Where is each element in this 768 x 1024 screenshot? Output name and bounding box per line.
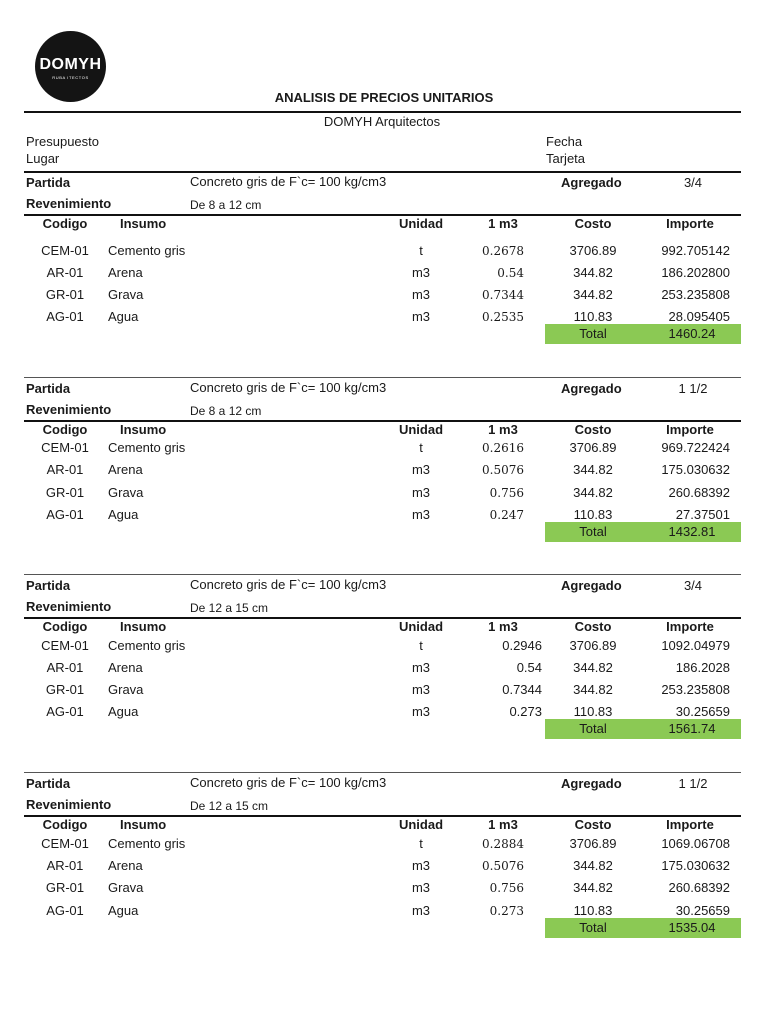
col-codigo: Codigo <box>42 817 88 832</box>
col-codigo: Codigo <box>42 216 88 231</box>
row-costo: 344.82 <box>573 660 613 675</box>
agregado-value: 1 1/2 <box>678 381 708 396</box>
revenimiento-value: De 12 a 15 cm <box>190 799 269 813</box>
row-qty: 0.5076 <box>482 859 524 874</box>
row-insumo: Arena <box>108 858 143 874</box>
row-unidad: m3 <box>411 506 431 522</box>
row-unidad: m3 <box>411 880 431 896</box>
row-qty: 0.756 <box>489 485 524 500</box>
row-costo: 344.82 <box>573 682 613 697</box>
total-box <box>545 522 741 542</box>
row-qty: 0.5076 <box>482 463 524 478</box>
row-unidad: m3 <box>411 902 431 918</box>
revenimiento-value: De 12 a 15 cm <box>190 601 269 615</box>
row-codigo: CEM-01 <box>41 836 89 851</box>
partida-description: Concreto gris de F`c= 100 kg/cm3 <box>190 380 387 395</box>
row-unidad: m3 <box>411 287 431 302</box>
row-unidad: m3 <box>411 682 431 697</box>
row-insumo: Cemento gris <box>108 243 186 258</box>
row-costo: 344.82 <box>573 858 613 874</box>
row-qty: 0.54 <box>516 660 542 675</box>
row-importe: 175.030632 <box>661 858 730 874</box>
title-divider <box>24 111 741 113</box>
row-insumo: Grava <box>108 682 144 697</box>
row-qty: 0.2616 <box>482 441 524 455</box>
agregado-value: 1 1/2 <box>678 776 708 791</box>
row-importe: 28.095405 <box>668 309 730 324</box>
price-analysis-card <box>0 574 768 774</box>
row-unidad: m3 <box>411 462 431 478</box>
section-top-rule <box>24 171 741 173</box>
row-importe: 1092.04979 <box>661 638 730 653</box>
row-codigo: AG-01 <box>46 506 84 522</box>
document-title: ANALISIS DE PRECIOS UNITARIOS <box>274 90 494 105</box>
row-costo: 344.82 <box>573 462 613 478</box>
row-unidad: t <box>419 440 423 455</box>
col-qty: 1 m3 <box>488 619 518 634</box>
row-unidad: m3 <box>411 484 431 500</box>
row-costo: 344.82 <box>573 287 613 302</box>
partida-label: Partida <box>26 776 71 791</box>
price-analysis-card <box>0 171 768 371</box>
row-qty: 0.273 <box>489 903 524 918</box>
row-qty: 0.7344 <box>502 682 542 697</box>
row-codigo: GR-01 <box>45 287 85 302</box>
row-codigo: AR-01 <box>46 660 84 675</box>
row-importe: 30.25659 <box>675 902 730 918</box>
row-qty: 0.756 <box>489 881 524 896</box>
row-unidad: m3 <box>411 704 431 719</box>
row-insumo: Cemento gris <box>108 638 186 653</box>
row-costo: 3706.89 <box>569 638 617 653</box>
row-qty: 0.2946 <box>502 638 542 653</box>
row-importe: 969.722424 <box>661 440 730 455</box>
row-qty: 0.2884 <box>482 837 524 851</box>
row-insumo: Agua <box>108 309 139 324</box>
price-analysis-card <box>0 772 768 972</box>
row-qty: 0.2535 <box>482 310 524 324</box>
row-codigo: AR-01 <box>46 858 84 874</box>
row-insumo: Cemento gris <box>108 836 186 851</box>
row-costo: 3706.89 <box>569 836 617 851</box>
row-insumo: Agua <box>108 902 139 918</box>
row-qty: 0.247 <box>489 507 524 522</box>
row-qty: 0.54 <box>497 266 524 280</box>
total-label: Total <box>579 524 607 540</box>
row-insumo: Agua <box>108 704 139 719</box>
col-unidad: Unidad <box>398 619 444 634</box>
row-codigo: CEM-01 <box>41 638 89 653</box>
logo-text: DOMYH <box>39 56 102 73</box>
row-insumo: Arena <box>108 660 143 675</box>
col-importe: Importe <box>666 216 714 231</box>
row-costo: 110.83 <box>573 506 613 522</box>
col-importe: Importe <box>666 619 714 634</box>
col-unidad: Unidad <box>398 817 444 832</box>
row-importe: 260.68392 <box>668 880 730 896</box>
total-label: Total <box>579 721 607 736</box>
row-costo: 344.82 <box>573 484 613 500</box>
col-codigo: Codigo <box>42 422 88 437</box>
row-costo: 344.82 <box>573 880 613 896</box>
row-codigo: AG-01 <box>46 704 84 719</box>
row-codigo: AG-01 <box>46 309 84 324</box>
tarjeta-label: Tarjeta <box>546 151 586 166</box>
section-top-rule <box>24 377 741 378</box>
row-unidad: m3 <box>411 858 431 874</box>
total-box <box>545 719 741 739</box>
agregado-label: Agregado <box>561 381 622 396</box>
row-importe: 253.235808 <box>661 287 730 302</box>
row-insumo: Agua <box>108 506 139 522</box>
row-unidad: m3 <box>411 660 431 675</box>
row-codigo: GR-01 <box>45 880 85 896</box>
agregado-label: Agregado <box>561 578 622 593</box>
row-importe: 992.705142 <box>661 243 730 258</box>
revenimiento-value: De 8 a 12 cm <box>190 404 262 418</box>
total-value: 1460.24 <box>668 326 716 341</box>
row-codigo: GR-01 <box>45 484 85 500</box>
col-codigo: Codigo <box>42 619 88 634</box>
col-importe: Importe <box>666 817 714 832</box>
row-importe: 253.235808 <box>661 682 730 697</box>
agregado-value: 3/4 <box>683 578 703 593</box>
row-importe: 1069.06708 <box>661 836 730 851</box>
total-value: 1561.74 <box>668 721 716 736</box>
total-box <box>545 324 741 344</box>
row-unidad: t <box>419 243 423 258</box>
row-codigo: CEM-01 <box>41 440 89 455</box>
company-name: DOMYH Arquitectos <box>323 114 441 129</box>
row-importe: 186.2028 <box>675 660 730 675</box>
row-qty: 0.2678 <box>482 244 524 258</box>
col-insumo: Insumo <box>120 619 167 634</box>
row-insumo: Grava <box>108 484 144 500</box>
col-costo: Costo <box>574 422 612 437</box>
total-box <box>545 918 741 938</box>
col-insumo: Insumo <box>120 422 167 437</box>
partida-description: Concreto gris de F`c= 100 kg/cm3 <box>190 577 387 592</box>
revenimiento-value: De 8 a 12 cm <box>190 198 262 212</box>
col-qty: 1 m3 <box>488 422 518 437</box>
row-unidad: m3 <box>411 265 431 280</box>
revenimiento-label: Revenimiento <box>26 797 112 812</box>
row-costo: 3706.89 <box>569 243 617 258</box>
price-analysis-card <box>0 377 768 577</box>
row-codigo: CEM-01 <box>41 243 89 258</box>
section-top-rule <box>24 574 741 575</box>
col-insumo: Insumo <box>120 216 167 231</box>
revenimiento-label: Revenimiento <box>26 599 112 614</box>
partida-description: Concreto gris de F`c= 100 kg/cm3 <box>190 775 387 790</box>
row-unidad: t <box>419 836 423 851</box>
col-costo: Costo <box>574 216 612 231</box>
row-importe: 186.202800 <box>661 265 730 280</box>
row-qty: 0.273 <box>509 704 542 719</box>
row-insumo: Arena <box>108 462 143 478</box>
row-codigo: AR-01 <box>46 265 84 280</box>
col-unidad: Unidad <box>398 422 444 437</box>
row-costo: 110.83 <box>573 902 613 918</box>
partida-label: Partida <box>26 175 71 190</box>
row-costo: 3706.89 <box>569 440 617 455</box>
col-importe: Importe <box>666 422 714 437</box>
row-codigo: AG-01 <box>46 902 84 918</box>
col-qty: 1 m3 <box>488 817 518 832</box>
col-qty: 1 m3 <box>488 216 518 231</box>
col-costo: Costo <box>574 619 612 634</box>
agregado-value: 3/4 <box>683 175 703 190</box>
logo-tagline: RUBA ITECTOS <box>52 75 89 80</box>
row-costo: 110.83 <box>573 309 613 324</box>
row-insumo: Grava <box>108 287 144 302</box>
total-value: 1535.04 <box>668 919 716 935</box>
total-label: Total <box>579 919 607 935</box>
total-value: 1432.81 <box>668 524 716 540</box>
total-label: Total <box>579 326 607 341</box>
row-codigo: AR-01 <box>46 462 84 478</box>
partida-label: Partida <box>26 381 71 396</box>
section-top-rule <box>24 772 741 773</box>
row-costo: 344.82 <box>573 265 613 280</box>
partida-description: Concreto gris de F`c= 100 kg/cm3 <box>190 174 387 189</box>
row-importe: 27.37501 <box>675 506 730 522</box>
col-unidad: Unidad <box>398 216 444 231</box>
row-qty: 0.7344 <box>482 288 524 302</box>
row-insumo: Cemento gris <box>108 440 186 455</box>
row-unidad: t <box>419 638 423 653</box>
col-costo: Costo <box>574 817 612 832</box>
row-importe: 30.25659 <box>675 704 730 719</box>
col-insumo: Insumo <box>120 817 167 832</box>
row-unidad: m3 <box>411 309 431 324</box>
row-importe: 175.030632 <box>661 462 730 478</box>
revenimiento-label: Revenimiento <box>26 402 112 417</box>
agregado-label: Agregado <box>561 776 622 791</box>
lugar-label: Lugar <box>26 151 60 166</box>
row-codigo: GR-01 <box>45 682 85 697</box>
row-importe: 260.68392 <box>668 484 730 500</box>
partida-label: Partida <box>26 578 71 593</box>
revenimiento-label: Revenimiento <box>26 196 112 211</box>
row-costo: 110.83 <box>573 704 613 719</box>
agregado-label: Agregado <box>561 175 622 190</box>
presupuesto-label: Presupuesto <box>26 134 99 149</box>
row-insumo: Arena <box>108 265 143 280</box>
row-insumo: Grava <box>108 880 144 896</box>
fecha-label: Fecha <box>546 134 583 149</box>
